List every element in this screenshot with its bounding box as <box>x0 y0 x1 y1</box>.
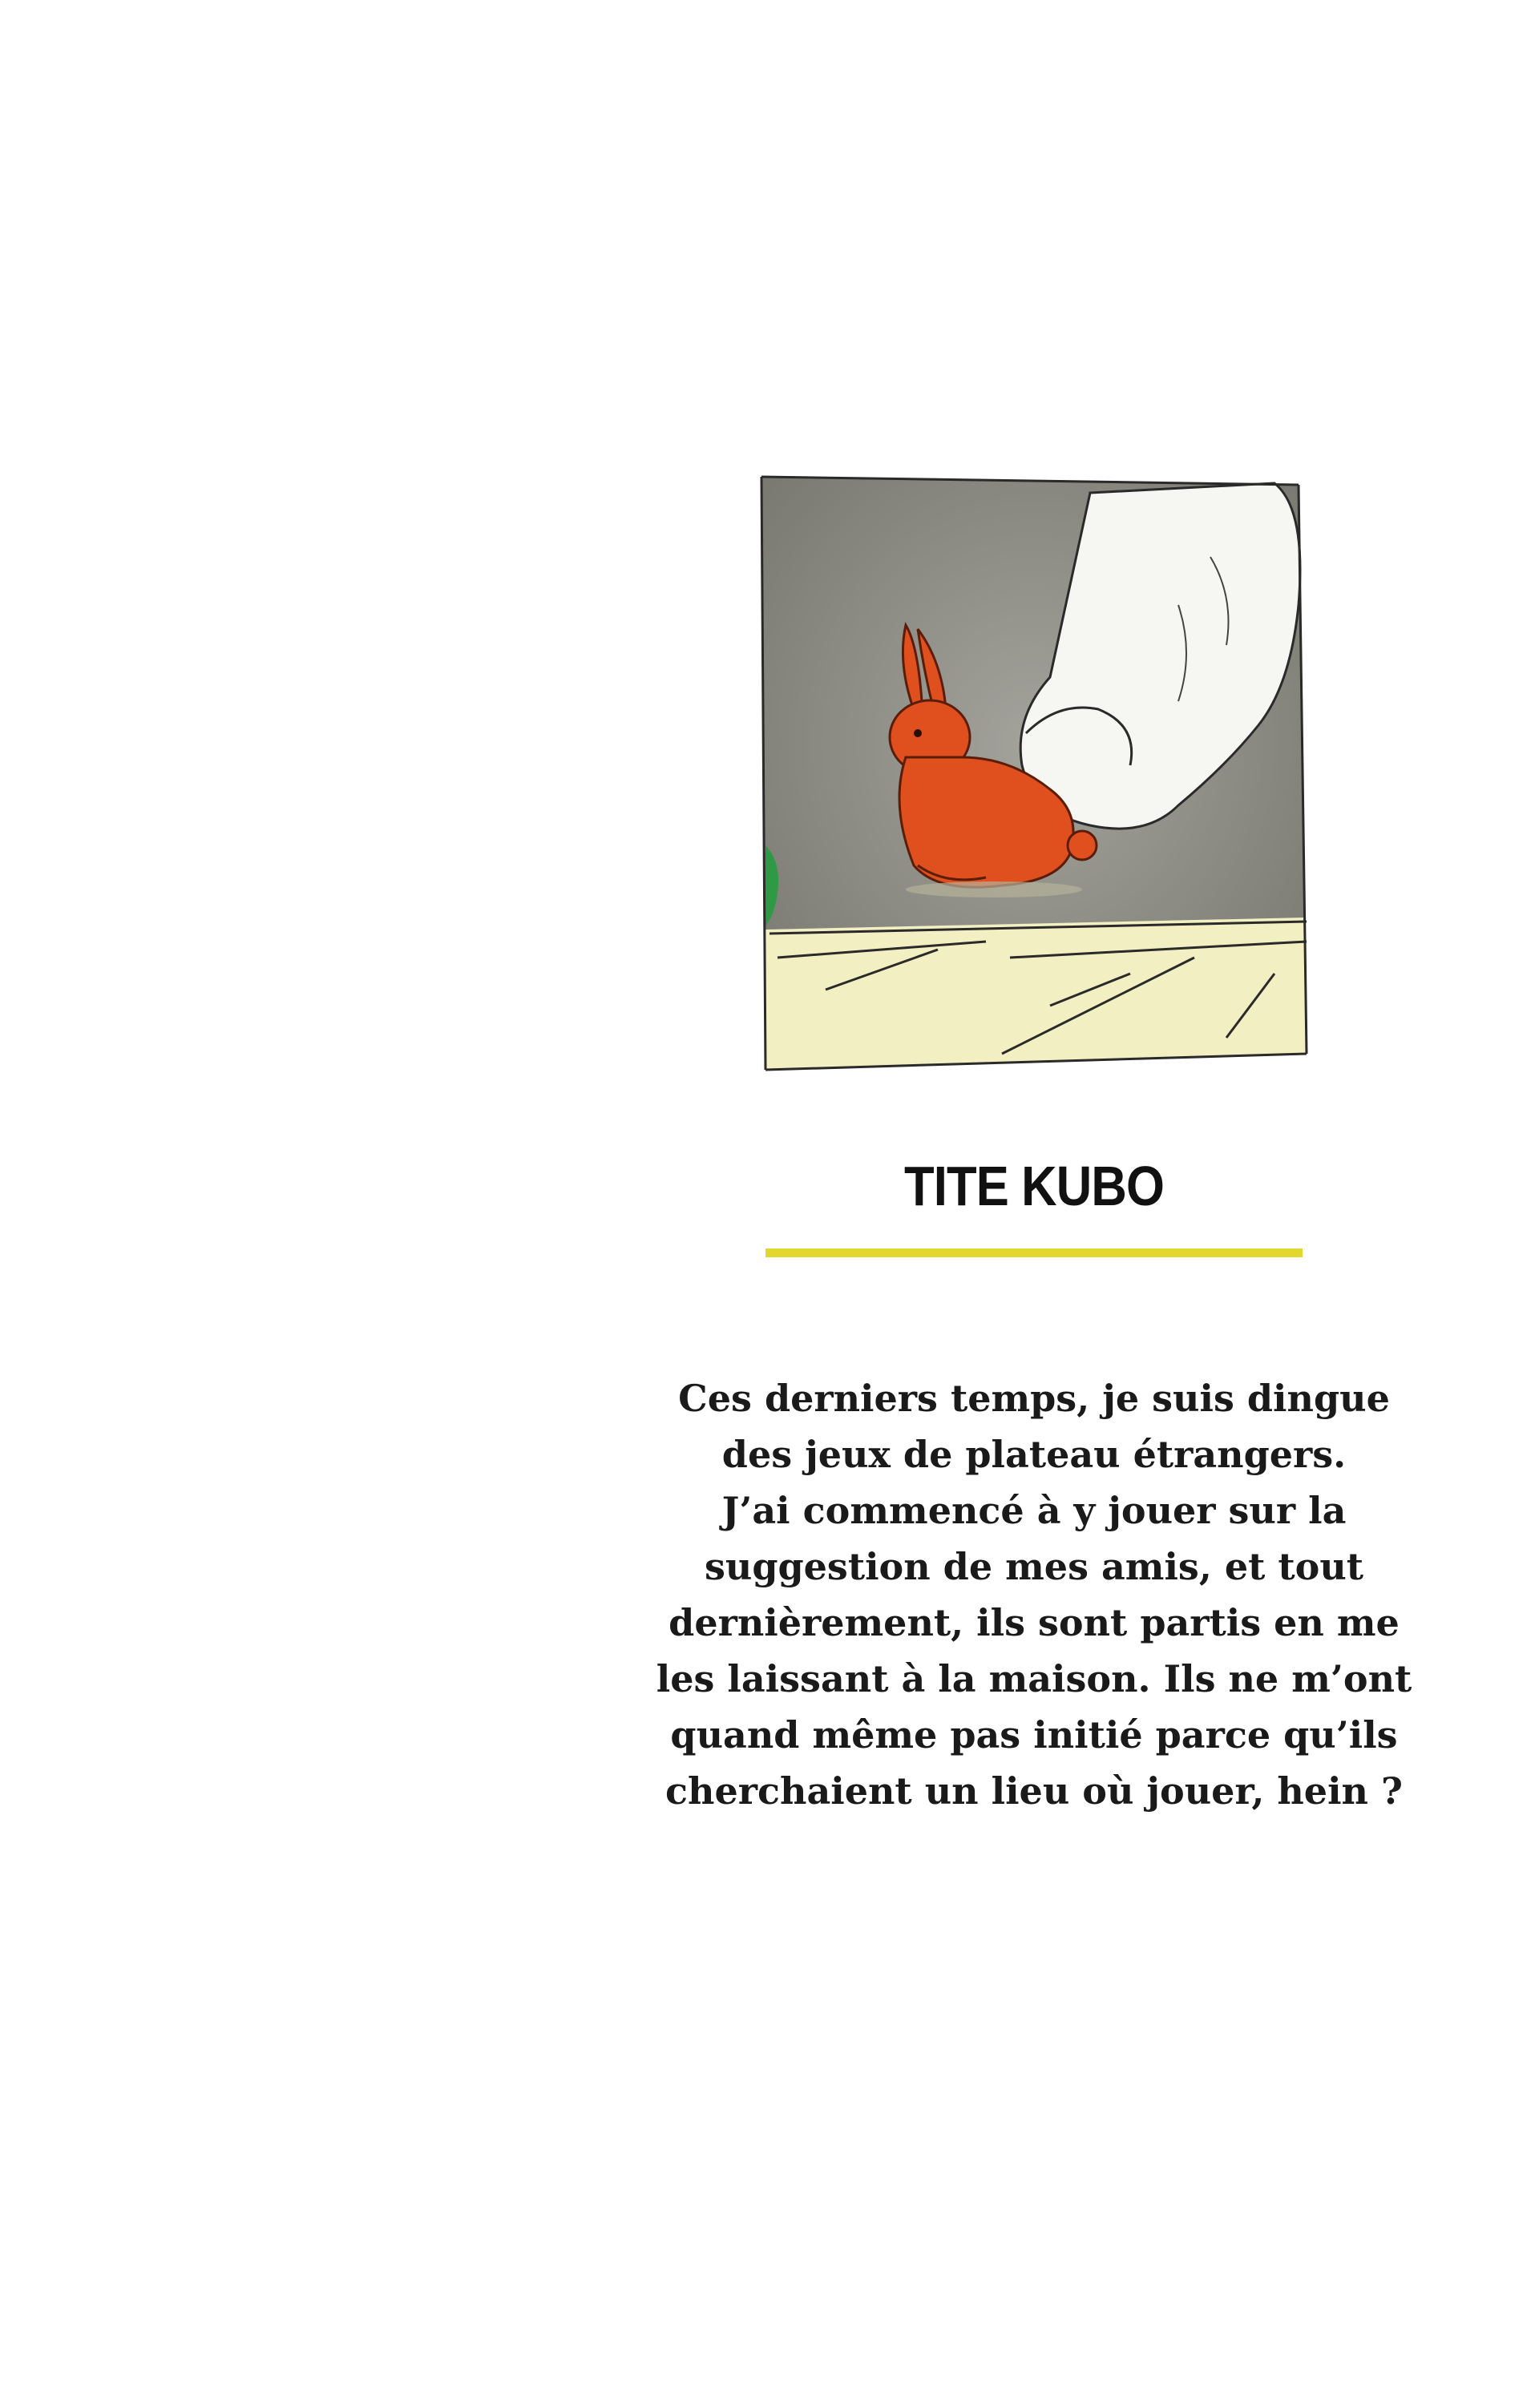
accent-divider <box>765 1248 1303 1257</box>
message-line: dernièrement, ils sont partis en me <box>669 1601 1400 1644</box>
message-line: quand même pas initié parce qu’ils <box>670 1713 1398 1757</box>
author-name: TITE KUBO <box>903 1155 1165 1217</box>
message-line: cherchaient un lieu où jouer, hein ? <box>665 1769 1403 1813</box>
rabbit-figure-sketch-icon <box>745 461 1323 1078</box>
author-message <box>633 1370 1435 1819</box>
message-line: suggestion de mes amis, et tout <box>704 1545 1364 1588</box>
message-line: J’ai commencé à y jouer sur la <box>721 1489 1347 1532</box>
message-line: Ces derniers temps, je suis dingue <box>678 1377 1390 1420</box>
message-line: les laissant à la maison. Ils ne m’ont <box>656 1657 1412 1700</box>
message-line: des jeux de plateau étrangers. <box>721 1433 1347 1476</box>
